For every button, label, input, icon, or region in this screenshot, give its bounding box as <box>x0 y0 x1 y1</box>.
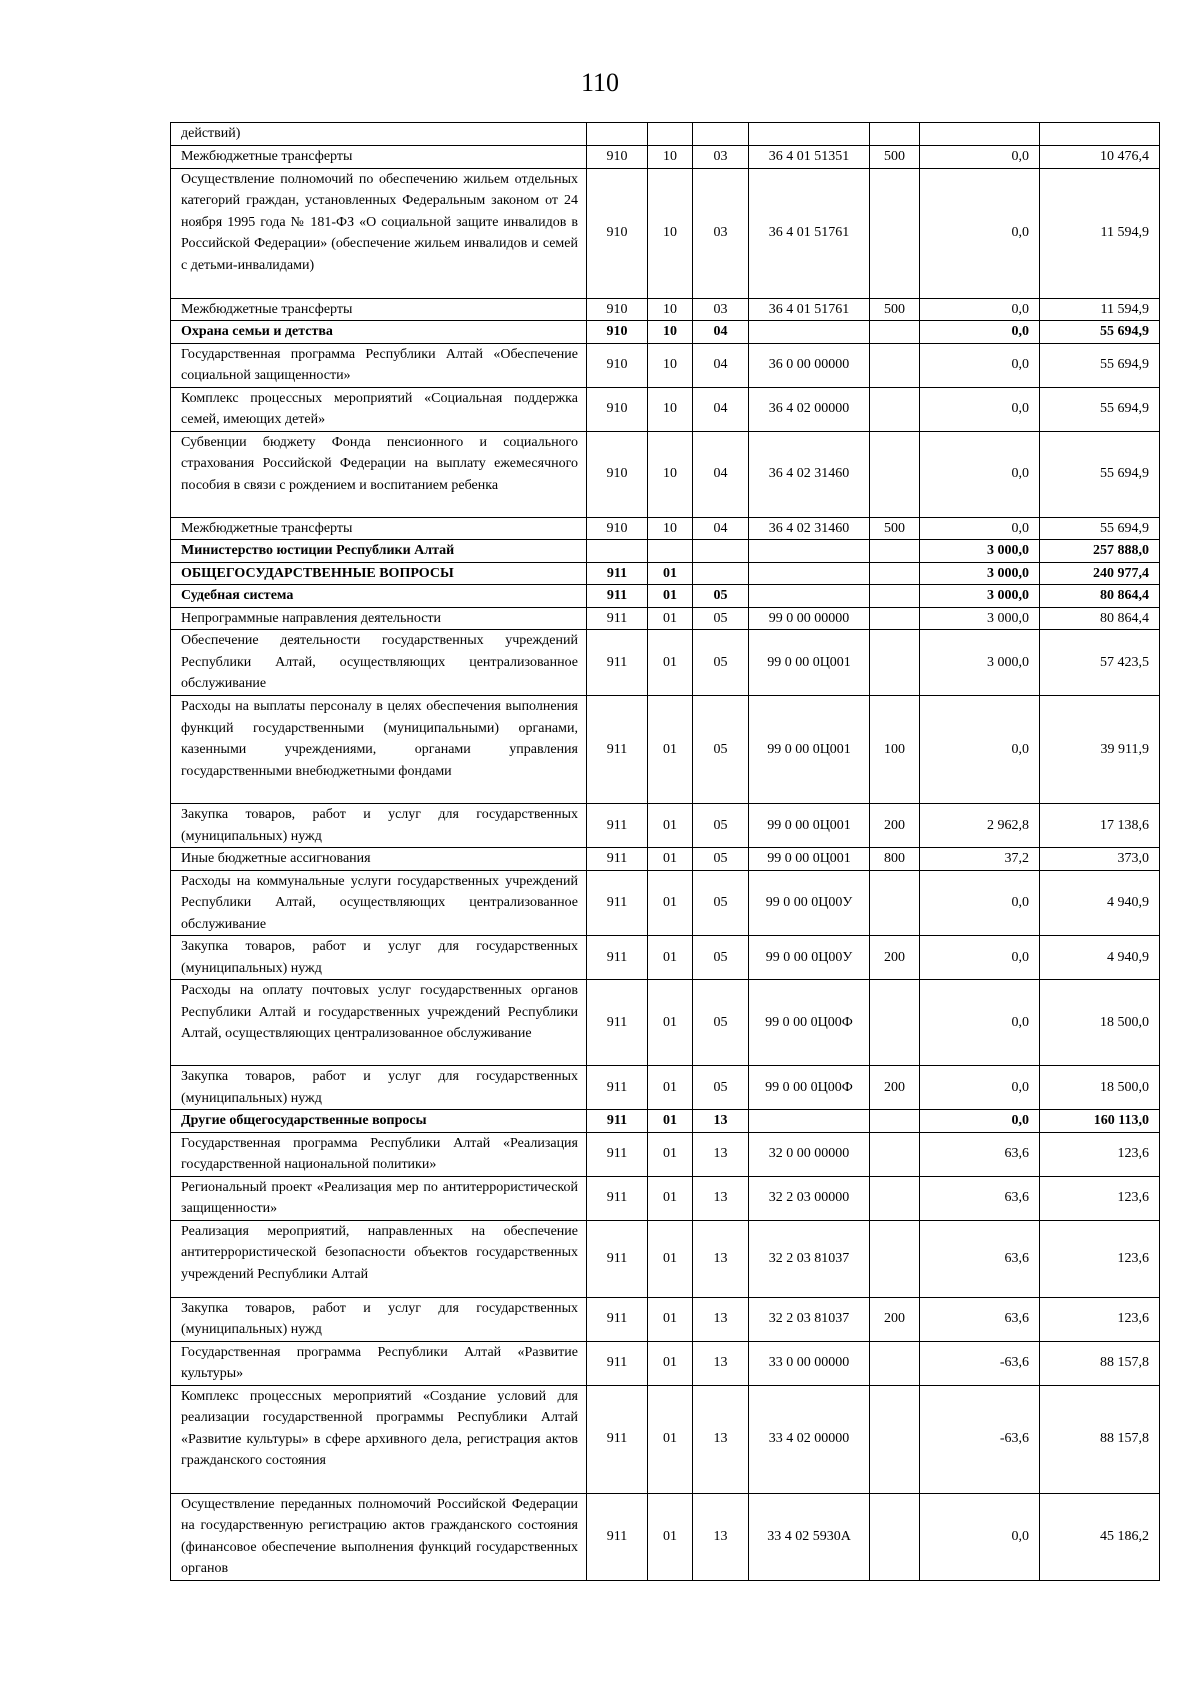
amount-change: 0,0 <box>920 387 1040 431</box>
row-name: Межбюджетные трансферты <box>171 517 587 540</box>
expense-type-code <box>870 387 920 431</box>
amount-total: 39 911,9 <box>1040 696 1160 804</box>
expense-type-code: 500 <box>870 146 920 169</box>
amount-total: 18 500,0 <box>1040 1066 1160 1110</box>
expense-type-code: 500 <box>870 298 920 321</box>
table-row <box>171 387 1160 431</box>
amount-change: 37,2 <box>920 848 1040 871</box>
amount-change: 3 000,0 <box>920 562 1040 585</box>
row-name: Другие общегосударственные вопросы <box>171 1110 587 1133</box>
target-item-code <box>749 1110 870 1133</box>
admin-code: 911 <box>587 1341 648 1385</box>
target-item-code: 99 0 00 0Ц001 <box>749 696 870 804</box>
amount-total: 160 113,0 <box>1040 1110 1160 1133</box>
row-name: Обеспечение деятельности государственных учреждений Республики Алтай, осуществляющих централизованное обслуживание <box>171 630 587 696</box>
subsection-code: 03 <box>693 146 749 169</box>
budget-table <box>170 122 1160 1581</box>
amount-total: 240 977,4 <box>1040 562 1160 585</box>
amount-total: 55 694,9 <box>1040 431 1160 517</box>
amount-change: 3 000,0 <box>920 585 1040 608</box>
amount-change: 3 000,0 <box>920 630 1040 696</box>
amount-total: 80 864,4 <box>1040 607 1160 630</box>
expense-type-code <box>870 321 920 344</box>
table-row <box>171 562 1160 585</box>
row-name: Реализация мероприятий, направленных на обеспечение антитеррористической безопасности объектов государственных учреждений Республики Алтай <box>171 1220 587 1297</box>
section-code: 10 <box>648 387 693 431</box>
target-item-code: 99 0 00 0Ц001 <box>749 630 870 696</box>
admin-code: 910 <box>587 146 648 169</box>
target-item-code: 99 0 00 0Ц00Ф <box>749 1066 870 1110</box>
section-code: 10 <box>648 517 693 540</box>
row-name: Государственная программа Республики Алтай «Развитие культуры» <box>171 1341 587 1385</box>
section-code: 01 <box>648 1066 693 1110</box>
table-row <box>171 1385 1160 1493</box>
row-name: Непрограммные направления деятельности <box>171 607 587 630</box>
subsection-code: 05 <box>693 607 749 630</box>
section-code: 01 <box>648 936 693 980</box>
table-row <box>171 1176 1160 1220</box>
expense-type-code <box>870 540 920 563</box>
table-row <box>171 630 1160 696</box>
row-name: Межбюджетные трансферты <box>171 146 587 169</box>
amount-change: 0,0 <box>920 321 1040 344</box>
subsection-code: 13 <box>693 1110 749 1133</box>
expense-type-code <box>870 168 920 298</box>
table-row <box>171 168 1160 298</box>
amount-total: 123,6 <box>1040 1297 1160 1341</box>
section-code: 01 <box>648 870 693 936</box>
row-name: Министерство юстиции Республики Алтай <box>171 540 587 563</box>
target-item-code: 32 2 03 00000 <box>749 1176 870 1220</box>
subsection-code <box>693 123 749 146</box>
row-name: Закупка товаров, работ и услуг для государственных (муниципальных) нужд <box>171 804 587 848</box>
admin-code: 911 <box>587 585 648 608</box>
section-code: 01 <box>648 630 693 696</box>
expense-type-code <box>870 585 920 608</box>
table-row <box>171 540 1160 563</box>
amount-change: 63,6 <box>920 1132 1040 1176</box>
expense-type-code <box>870 1341 920 1385</box>
target-item-code <box>749 585 870 608</box>
table-row <box>171 517 1160 540</box>
amount-total: 55 694,9 <box>1040 321 1160 344</box>
amount-total: 11 594,9 <box>1040 298 1160 321</box>
table-row <box>171 696 1160 804</box>
target-item-code: 36 4 02 31460 <box>749 517 870 540</box>
subsection-code: 13 <box>693 1385 749 1493</box>
amount-change: 0,0 <box>920 146 1040 169</box>
amount-change: 63,6 <box>920 1297 1040 1341</box>
amount-change: 0,0 <box>920 343 1040 387</box>
table-row <box>171 980 1160 1066</box>
table-row <box>171 321 1160 344</box>
amount-total: 123,6 <box>1040 1220 1160 1297</box>
row-name: Судебная система <box>171 585 587 608</box>
section-code: 01 <box>648 562 693 585</box>
amount-total: 88 157,8 <box>1040 1341 1160 1385</box>
target-item-code <box>749 123 870 146</box>
table-row <box>171 1132 1160 1176</box>
expense-type-code <box>870 562 920 585</box>
row-name: Охрана семьи и детства <box>171 321 587 344</box>
expense-type-code <box>870 1176 920 1220</box>
expense-type-code <box>870 630 920 696</box>
table-row <box>171 870 1160 936</box>
table-row <box>171 804 1160 848</box>
target-item-code <box>749 321 870 344</box>
admin-code: 911 <box>587 1176 648 1220</box>
subsection-code: 13 <box>693 1176 749 1220</box>
subsection-code: 03 <box>693 298 749 321</box>
amount-change: 0,0 <box>920 980 1040 1066</box>
admin-code: 911 <box>587 1220 648 1297</box>
expense-type-code: 200 <box>870 804 920 848</box>
page-number: 110 <box>580 68 620 97</box>
section-code: 01 <box>648 1110 693 1133</box>
subsection-code: 13 <box>693 1132 749 1176</box>
amount-total: 11 594,9 <box>1040 168 1160 298</box>
table-row <box>171 146 1160 169</box>
section-code: 01 <box>648 1176 693 1220</box>
expense-type-code <box>870 431 920 517</box>
admin-code: 911 <box>587 1493 648 1580</box>
target-item-code: 33 4 02 00000 <box>749 1385 870 1493</box>
row-name: Закупка товаров, работ и услуг для государственных (муниципальных) нужд <box>171 936 587 980</box>
subsection-code: 05 <box>693 585 749 608</box>
target-item-code <box>749 562 870 585</box>
amount-change: 0,0 <box>920 696 1040 804</box>
target-item-code: 36 4 01 51761 <box>749 298 870 321</box>
row-name: Государственная программа Республики Алтай «Реализация государственной национальной политики» <box>171 1132 587 1176</box>
admin-code: 910 <box>587 431 648 517</box>
expense-type-code <box>870 123 920 146</box>
section-code: 01 <box>648 585 693 608</box>
admin-code: 911 <box>587 696 648 804</box>
admin-code: 911 <box>587 1385 648 1493</box>
amount-total: 257 888,0 <box>1040 540 1160 563</box>
amount-total: 45 186,2 <box>1040 1493 1160 1580</box>
row-name: Расходы на выплаты персоналу в целях обеспечения выполнения функций государственными (муниципальными) органами, казенными учреждениями, органами управления государственными внебюджетными фондами <box>171 696 587 804</box>
amount-change: 0,0 <box>920 1110 1040 1133</box>
subsection-code: 03 <box>693 168 749 298</box>
section-code: 01 <box>648 1132 693 1176</box>
table-row <box>171 1066 1160 1110</box>
target-item-code: 36 4 01 51351 <box>749 146 870 169</box>
amount-total <box>1040 123 1160 146</box>
admin-code: 911 <box>587 1132 648 1176</box>
amount-change: 0,0 <box>920 168 1040 298</box>
expense-type-code <box>870 1110 920 1133</box>
amount-change: -63,6 <box>920 1341 1040 1385</box>
row-name: действий) <box>171 123 587 146</box>
amount-total: 373,0 <box>1040 848 1160 871</box>
section-code: 10 <box>648 146 693 169</box>
subsection-code: 13 <box>693 1341 749 1385</box>
amount-total: 88 157,8 <box>1040 1385 1160 1493</box>
subsection-code: 05 <box>693 630 749 696</box>
subsection-code: 13 <box>693 1297 749 1341</box>
admin-code: 910 <box>587 298 648 321</box>
amount-change: 3 000,0 <box>920 540 1040 563</box>
amount-total: 10 476,4 <box>1040 146 1160 169</box>
expense-type-code <box>870 870 920 936</box>
row-name: Закупка товаров, работ и услуг для государственных (муниципальных) нужд <box>171 1297 587 1341</box>
expense-type-code: 100 <box>870 696 920 804</box>
target-item-code: 33 4 02 5930А <box>749 1493 870 1580</box>
target-item-code: 99 0 00 0Ц00У <box>749 936 870 980</box>
admin-code: 910 <box>587 387 648 431</box>
expense-type-code <box>870 607 920 630</box>
section-code: 01 <box>648 1341 693 1385</box>
subsection-code: 13 <box>693 1220 749 1297</box>
section-code: 01 <box>648 696 693 804</box>
amount-total: 80 864,4 <box>1040 585 1160 608</box>
admin-code: 911 <box>587 562 648 585</box>
subsection-code: 04 <box>693 321 749 344</box>
admin-code: 911 <box>587 870 648 936</box>
admin-code: 911 <box>587 1110 648 1133</box>
row-name: Государственная программа Республики Алтай «Обеспечение социальной защищенности» <box>171 343 587 387</box>
row-name: Расходы на коммунальные услуги государственных учреждений Республики Алтай, осуществляющих централизованное обслуживание <box>171 870 587 936</box>
table-row <box>171 343 1160 387</box>
row-name: Осуществление переданных полномочий Российской Федерации на государственную регистрацию актов гражданского состояния (финансовое обеспечение выполнения функций государственных органов <box>171 1493 587 1580</box>
subsection-code: 05 <box>693 1066 749 1110</box>
section-code: 10 <box>648 321 693 344</box>
target-item-code: 36 4 02 31460 <box>749 431 870 517</box>
amount-total: 57 423,5 <box>1040 630 1160 696</box>
expense-type-code <box>870 980 920 1066</box>
amount-change: 63,6 <box>920 1176 1040 1220</box>
amount-change: 2 962,8 <box>920 804 1040 848</box>
expense-type-code <box>870 1132 920 1176</box>
admin-code: 911 <box>587 936 648 980</box>
table-row <box>171 936 1160 980</box>
section-code: 10 <box>648 431 693 517</box>
table-row <box>171 298 1160 321</box>
row-name: Закупка товаров, работ и услуг для государственных (муниципальных) нужд <box>171 1066 587 1110</box>
target-item-code: 36 0 00 00000 <box>749 343 870 387</box>
section-code: 01 <box>648 848 693 871</box>
admin-code: 911 <box>587 980 648 1066</box>
amount-change: -63,6 <box>920 1385 1040 1493</box>
subsection-code: 05 <box>693 696 749 804</box>
admin-code: 911 <box>587 630 648 696</box>
subsection-code: 05 <box>693 980 749 1066</box>
section-code: 10 <box>648 343 693 387</box>
table-row <box>171 1297 1160 1341</box>
table-row <box>171 1341 1160 1385</box>
amount-total: 18 500,0 <box>1040 980 1160 1066</box>
subsection-code: 04 <box>693 343 749 387</box>
amount-change <box>920 123 1040 146</box>
admin-code <box>587 123 648 146</box>
subsection-code: 13 <box>693 1493 749 1580</box>
target-item-code: 99 0 00 00000 <box>749 607 870 630</box>
target-item-code: 33 0 00 00000 <box>749 1341 870 1385</box>
admin-code: 911 <box>587 1297 648 1341</box>
expense-type-code: 800 <box>870 848 920 871</box>
subsection-code <box>693 540 749 563</box>
row-name: ОБЩЕГОСУДАРСТВЕННЫЕ ВОПРОСЫ <box>171 562 587 585</box>
expense-type-code: 200 <box>870 936 920 980</box>
target-item-code: 99 0 00 0Ц001 <box>749 848 870 871</box>
section-code: 01 <box>648 607 693 630</box>
section-code: 01 <box>648 1385 693 1493</box>
admin-code: 910 <box>587 168 648 298</box>
amount-change: 0,0 <box>920 431 1040 517</box>
target-item-code: 32 2 03 81037 <box>749 1220 870 1297</box>
amount-total: 55 694,9 <box>1040 517 1160 540</box>
admin-code: 911 <box>587 1066 648 1110</box>
target-item-code: 36 4 02 00000 <box>749 387 870 431</box>
amount-total: 123,6 <box>1040 1132 1160 1176</box>
expense-type-code <box>870 1493 920 1580</box>
target-item-code: 32 2 03 81037 <box>749 1297 870 1341</box>
row-name: Расходы на оплату почтовых услуг государственных органов Республики Алтай и государственных учреждений Республики Алтай, осуществляющих централизованное обслуживание <box>171 980 587 1066</box>
admin-code: 911 <box>587 848 648 871</box>
row-name: Комплекс процессных мероприятий «Социальная поддержка семей, имеющих детей» <box>171 387 587 431</box>
amount-change: 0,0 <box>920 1493 1040 1580</box>
row-name: Иные бюджетные ассигнования <box>171 848 587 871</box>
section-code: 01 <box>648 804 693 848</box>
admin-code: 911 <box>587 804 648 848</box>
table-row <box>171 607 1160 630</box>
subsection-code: 05 <box>693 936 749 980</box>
row-name: Осуществление полномочий по обеспечению жильем отдельных категорий граждан, установленных Федеральным законом от 24 ноября 1995 года № 181-ФЗ «О социальной защите инвалидов в Российской Федерации» (обеспечение жильем инвалидов и семей с детьми-инвалидами) <box>171 168 587 298</box>
amount-change: 63,6 <box>920 1220 1040 1297</box>
table-row <box>171 431 1160 517</box>
target-item-code: 99 0 00 0Ц00У <box>749 870 870 936</box>
amount-change: 0,0 <box>920 936 1040 980</box>
subsection-code: 04 <box>693 431 749 517</box>
amount-total: 123,6 <box>1040 1176 1160 1220</box>
target-item-code: 99 0 00 0Ц00Ф <box>749 980 870 1066</box>
admin-code: 911 <box>587 607 648 630</box>
amount-change: 0,0 <box>920 298 1040 321</box>
amount-total: 55 694,9 <box>1040 343 1160 387</box>
expense-type-code <box>870 343 920 387</box>
row-name: Региональный проект «Реализация мер по антитеррористической защищенности» <box>171 1176 587 1220</box>
target-item-code: 32 0 00 00000 <box>749 1132 870 1176</box>
admin-code: 910 <box>587 321 648 344</box>
expense-type-code: 200 <box>870 1066 920 1110</box>
expense-type-code <box>870 1385 920 1493</box>
amount-total: 55 694,9 <box>1040 387 1160 431</box>
subsection-code: 05 <box>693 848 749 871</box>
table-row <box>171 848 1160 871</box>
expense-type-code: 200 <box>870 1297 920 1341</box>
section-code: 01 <box>648 1297 693 1341</box>
amount-change: 0,0 <box>920 1066 1040 1110</box>
section-code: 10 <box>648 168 693 298</box>
table-row <box>171 123 1160 146</box>
subsection-code: 04 <box>693 517 749 540</box>
section-code <box>648 540 693 563</box>
target-item-code <box>749 540 870 563</box>
expense-type-code: 500 <box>870 517 920 540</box>
section-code: 10 <box>648 298 693 321</box>
subsection-code: 05 <box>693 804 749 848</box>
admin-code: 910 <box>587 517 648 540</box>
subsection-code: 04 <box>693 387 749 431</box>
section-code: 01 <box>648 980 693 1066</box>
section-code <box>648 123 693 146</box>
table-row <box>171 1493 1160 1580</box>
admin-code: 910 <box>587 343 648 387</box>
amount-total: 4 940,9 <box>1040 870 1160 936</box>
row-name: Межбюджетные трансферты <box>171 298 587 321</box>
section-code: 01 <box>648 1220 693 1297</box>
target-item-code: 36 4 01 51761 <box>749 168 870 298</box>
subsection-code <box>693 562 749 585</box>
row-name: Субвенции бюджету Фонда пенсионного и социального страхования Российской Федерации на выплату ежемесячного пособия в связи с рождением и воспитанием ребенка <box>171 431 587 517</box>
table-row <box>171 585 1160 608</box>
row-name: Комплекс процессных мероприятий «Создание условий для реализации государственной программы Республики Алтай «Развитие культуры» в сфере архивного дела, регистрация актов гражданского состояния <box>171 1385 587 1493</box>
amount-change: 3 000,0 <box>920 607 1040 630</box>
amount-total: 4 940,9 <box>1040 936 1160 980</box>
subsection-code: 05 <box>693 870 749 936</box>
section-code: 01 <box>648 1493 693 1580</box>
expense-type-code <box>870 1220 920 1297</box>
amount-total: 17 138,6 <box>1040 804 1160 848</box>
amount-change: 0,0 <box>920 517 1040 540</box>
table-row <box>171 1110 1160 1133</box>
amount-change: 0,0 <box>920 870 1040 936</box>
admin-code <box>587 540 648 563</box>
table-row <box>171 1220 1160 1297</box>
table-body <box>171 123 1160 1581</box>
target-item-code: 99 0 00 0Ц001 <box>749 804 870 848</box>
